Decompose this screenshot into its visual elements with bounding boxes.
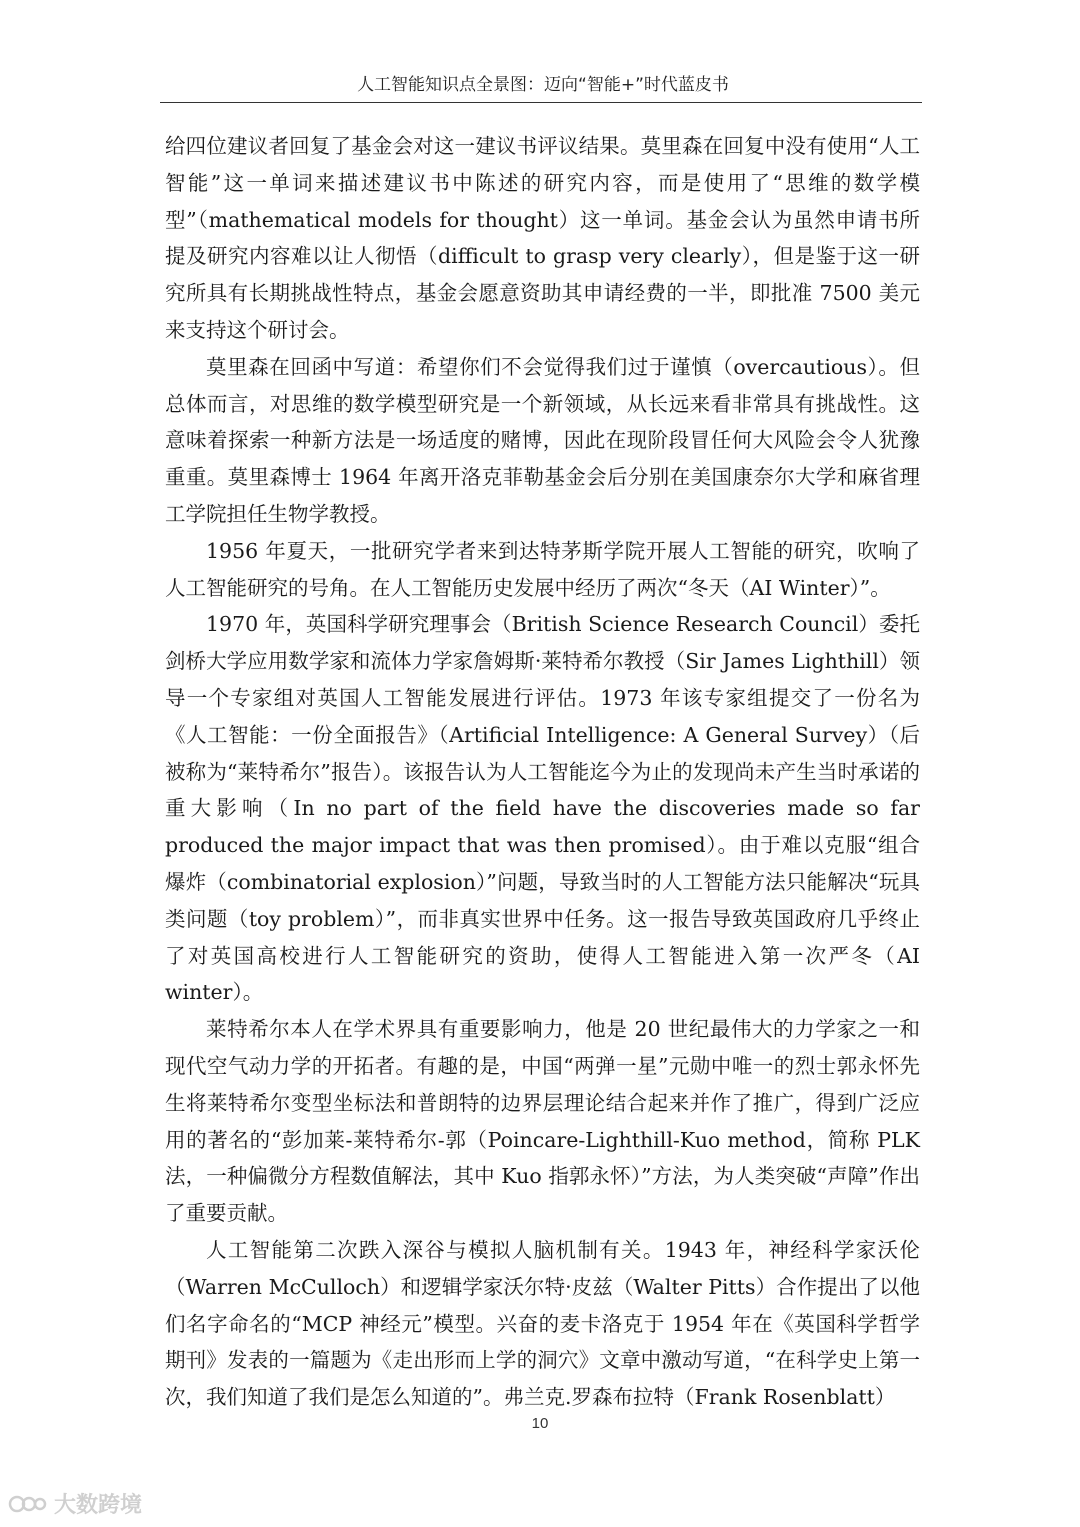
paragraph-1: 给四位建议者回复了基金会对这一建议书评议结果。莫里森在回复中没有使用“人工智能”这一单词来描述建议书中陈述的研究内容，而是使用了“思维的数学模型”（mathematical models for thought）这一单词。基金会认为虽然申请书所提及研究内容难以让人彻悟（difficult to grasp very clearly），但是鉴于这一研究所具有长期挑战性特点，基金会愿意资助其申请经费的一半，即批准 7500 美元来支持这个研讨会。 — [165, 134, 920, 342]
running-header: 人工智能知识点全景图：迈向“智能+”时代蓝皮书 — [357, 75, 729, 95]
paragraph-2: 莫里森在回函中写道：希望你们不会觉得我们过于谨慎（overcautious）。但总体而言，对思维的数学模型研究是一个新领域，从长远来看非常具有挑战性。这意味着探索一种新方法是一场适度的赌博，因此在现阶段冒任何大风险会令人犹豫重重。莫里森博士 1964 年离开洛克菲勒基金会后分别在美国康奈尔大学和麻省理工学院担任生物学教授。 — [165, 354, 920, 526]
paragraph-3: 1956 年夏天，一批研究学者来到达特茅斯学院开展人工智能的研究，吹响了人工智能研究的号角。在人工智能历史发展中经历了两次“冬天（AI Winter）”。 — [165, 538, 920, 600]
watermark-text: 大数跨境 — [54, 1493, 143, 1518]
paragraph-6: 人工智能第二次跌入深谷与模拟人脑机制有关。1943 年，神经科学家沃伦（Warren McCulloch）和逻辑学家沃尔特·皮兹（Walter Pitts）合作提出了以他们名字命名的“MCP 神经元”模型。兴奋的麦卡洛克于 1954 年在《英国科学哲学期刊》发表的一篇题为《走出形而上学的洞穴》文章中激动写道，“在科学史上第一次，我们知道了我们是怎么知道的”。弗兰克.罗森布拉特（Frank Rosenblatt） — [165, 1237, 920, 1410]
watermark — [8, 1488, 142, 1519]
watermark-logo-icon — [8, 1491, 48, 1517]
header-rule — [160, 102, 922, 103]
body-text — [165, 128, 920, 1416]
paragraph-4: 1970 年，英国科学研究理事会（British Science Research Council）委托剑桥大学应用数学家和流体力学家詹姆斯·莱特希尔教授（Sir James Lighthill）领导一个专家组对英国人工智能发展进行评估。1973 年该专家组提交了一份名为《人工智能：一份全面报告》（Artificial Intelligence: A General Survey）（后被称为“莱特希尔”报告）。该报告认为人工智能迄今为止的发现尚未产生当时承诺的重大影响（In no part of the field have the discoveries made so far produced the major impact that was then promised）。由于难以克服“组合爆炸（combinatorial explosion）”问题，导致当时的人工智能方法只能解决“玩具类问题（toy problem）”，而非真实世界中任务。这一报告导致英国政府几乎终止了对英国高校进行人工智能研究的资助，使得人工智能进入第一次严冬（AI winter）。 — [165, 612, 920, 1005]
page-number: 10 — [531, 1415, 549, 1432]
paragraph-5: 莱特希尔本人在学术界具有重要影响力，他是 20 世纪最伟大的力学家之一和现代空气动力学的开拓者。有趣的是，中国“两弹一星”元勋中唯一的烈士郭永怀先生将莱特希尔变型坐标法和普朗特的边界层理论结合起来并作了推广，得到广泛应用的著名的“彭加莱-莱特希尔-郭（Poincare-Lighthill-Kuo method，简称 PLK 法，一种偏微分方程数值解法，其中 Kuo 指郭永怀）”方法，为人类突破“声障”作出了重要贡献。 — [165, 1017, 920, 1226]
